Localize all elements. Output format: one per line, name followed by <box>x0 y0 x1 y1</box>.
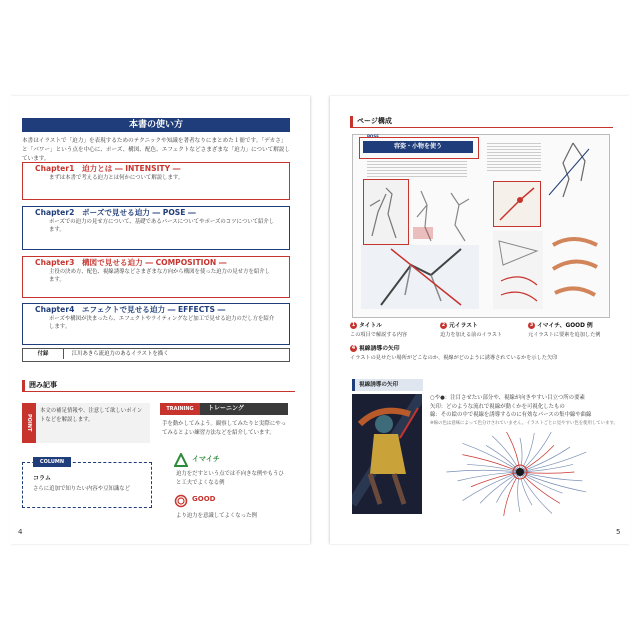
sample-illustration-pair <box>411 187 477 243</box>
point-tag: POINT <box>22 403 36 443</box>
chapter3-box <box>22 256 290 298</box>
legend-sub-1: この項目で解説する内容 <box>350 332 408 338</box>
gaze-ray <box>520 472 560 503</box>
appendix-text: 江川あきら流迫力のあるイラストを描く <box>71 351 169 357</box>
sample-title: 容姿・小物を使う <box>393 143 442 150</box>
legend-sub-4: イラストの見せたい場所がどこなのか、視線がどのように誘導されているかを示した矢印 <box>350 355 558 361</box>
right-page-number: 5 <box>616 528 621 536</box>
left-page-number: 4 <box>18 528 23 536</box>
legend-number-4: 4 <box>351 345 356 351</box>
chapter1-box <box>22 162 290 200</box>
legend-title-2: 元イラスト <box>449 323 478 329</box>
sample-pose-tag: POSE <box>367 134 379 139</box>
column-text: さらに追加で知りたい内容や豆知識など <box>33 486 131 492</box>
gaze-ray <box>504 432 520 472</box>
column-title: コラム <box>33 475 51 482</box>
page-structure-heading: ページ構成 <box>350 116 613 128</box>
chapter4-heading: Chapter4 エフェクトで見せる迫力 ― EFFECTS ― <box>35 305 226 314</box>
good-title: GOOD <box>192 495 216 503</box>
training-title: トレーニング <box>208 405 244 412</box>
sample-spread <box>352 134 610 318</box>
imaichi-text: 迫力をだすという点では不向きな例やもうひと工夫でよくなる例 <box>176 471 284 486</box>
imaichi-title: イマイチ <box>192 455 220 463</box>
legend-sub-3: 元イラストに要素を追加した例 <box>528 332 601 338</box>
sample-main-illustration <box>361 245 479 309</box>
good-circle-icon <box>174 493 188 507</box>
gaze-line-1: ○や●：注目させたい部分や、視線が向きやすい目立つ所の要素 <box>430 395 585 401</box>
point-text: 本文の補足情報や、注意して欲しいポイントなどを解説します。 <box>40 408 143 423</box>
gaze-focus-point <box>516 468 524 476</box>
sample-callout-2 <box>363 179 409 245</box>
gaze-explanation <box>430 394 620 428</box>
chapter4-desc: ポーズや構図が決まったら、エフェクトやライティングなど加工で見せる迫力のだし方を紹介します。 <box>49 316 275 330</box>
legend-item-4 <box>350 345 612 362</box>
intro-text: 本書はイラストで「迫力」を表現するためのテクニックや知識を著者なりにまとめた１冊です。「デカさ」と「パワー」という点を中心に、ポーズ、構図、配色、エフェクトなどさまざまな「迫力」について解説しています。 <box>22 138 290 162</box>
gaze-ray <box>467 464 520 472</box>
legend-item-2 <box>440 322 530 339</box>
gaze-line-2: 矢印：どのような流れで視線が動くかを可視化したもの <box>430 403 565 410</box>
sample-right-brush-strokes <box>549 231 601 309</box>
chapter2-heading: Chapter2 ポーズで見せる迫力 ― POSE ― <box>35 208 196 217</box>
sample-right-text <box>487 143 541 173</box>
chapter3-desc: 主役の決め方、配色、視線誘導などさまざまな方向から構図を使った迫力の見せ方を紹介します。 <box>49 269 271 283</box>
gaze-ray <box>520 447 570 472</box>
appendix-box <box>22 348 290 362</box>
example-illustration <box>352 394 422 514</box>
imaichi-triangle-icon <box>174 452 188 466</box>
gaze-ray <box>446 470 520 472</box>
gaze-ray <box>520 438 522 472</box>
legend-title-4: 視線誘導の矢印 <box>359 346 400 352</box>
legend-title-3: イマイチ、GOOD 例 <box>537 323 593 329</box>
chapter4-box <box>22 303 290 345</box>
boxed-articles-heading: 囲み記事 <box>22 380 295 392</box>
training-tag: TRAINING <box>160 403 200 415</box>
sample-body-text <box>367 161 467 177</box>
gaze-note: ※線の色は意味によって色分けされていません。イラストごとに見やすい色を使用しています。 <box>430 420 618 426</box>
legend-number-1: 1 <box>351 322 356 328</box>
good-text: より迫力を意識してよくなった例 <box>176 513 257 519</box>
sample-callout-1 <box>359 137 479 159</box>
sample-right-diagram <box>493 231 543 309</box>
gaze-arrow-heading: 視線誘導の矢印 <box>352 379 423 391</box>
chapter2-desc: ポーズでの迫力の見せ方について、基礎であるパースについてやポーズのコツについて紹介します。 <box>49 219 275 233</box>
legend-number-3: 3 <box>529 322 534 328</box>
chapter3-heading: Chapter3 構図で見せる迫力 ― COMPOSITION ― <box>35 258 227 267</box>
column-tag: COLUMN <box>33 457 71 467</box>
sample-callout-4 <box>493 181 541 227</box>
appendix-label: 付録 <box>23 349 64 359</box>
legend-number-2: 2 <box>441 322 446 328</box>
gaze-ray <box>520 472 574 473</box>
sample-right-figure <box>545 139 601 199</box>
column-box <box>22 459 152 508</box>
legend-item-1 <box>350 322 440 339</box>
gaze-ray <box>458 472 520 481</box>
legend-title-1: タイトル <box>359 323 383 329</box>
legend-item-3 <box>528 322 612 339</box>
legend-sub-2: 迫力を加える前のイラスト <box>440 332 503 338</box>
training-text: 手を動かしてみよう。観察してみたりと実際にやってみるとよい練習方法などを紹介しています。 <box>162 421 286 436</box>
training-header <box>160 403 288 415</box>
gaze-ray <box>518 472 520 512</box>
chapter2-box <box>22 206 290 250</box>
gaze-radial-diagram <box>440 432 606 516</box>
chapter1-heading: Chapter1 迫力とは ― INTENSITY ― <box>35 164 181 173</box>
gaze-line-3: 線：その絵の中で視線を誘導するのに有効なパースの集中線や曲線 <box>430 412 592 418</box>
point-box <box>22 403 150 443</box>
page-title: 本書の使い方 <box>22 118 290 132</box>
chapter1-desc: まずは本書で考える迫力とは何かについて解説します。 <box>49 175 184 181</box>
